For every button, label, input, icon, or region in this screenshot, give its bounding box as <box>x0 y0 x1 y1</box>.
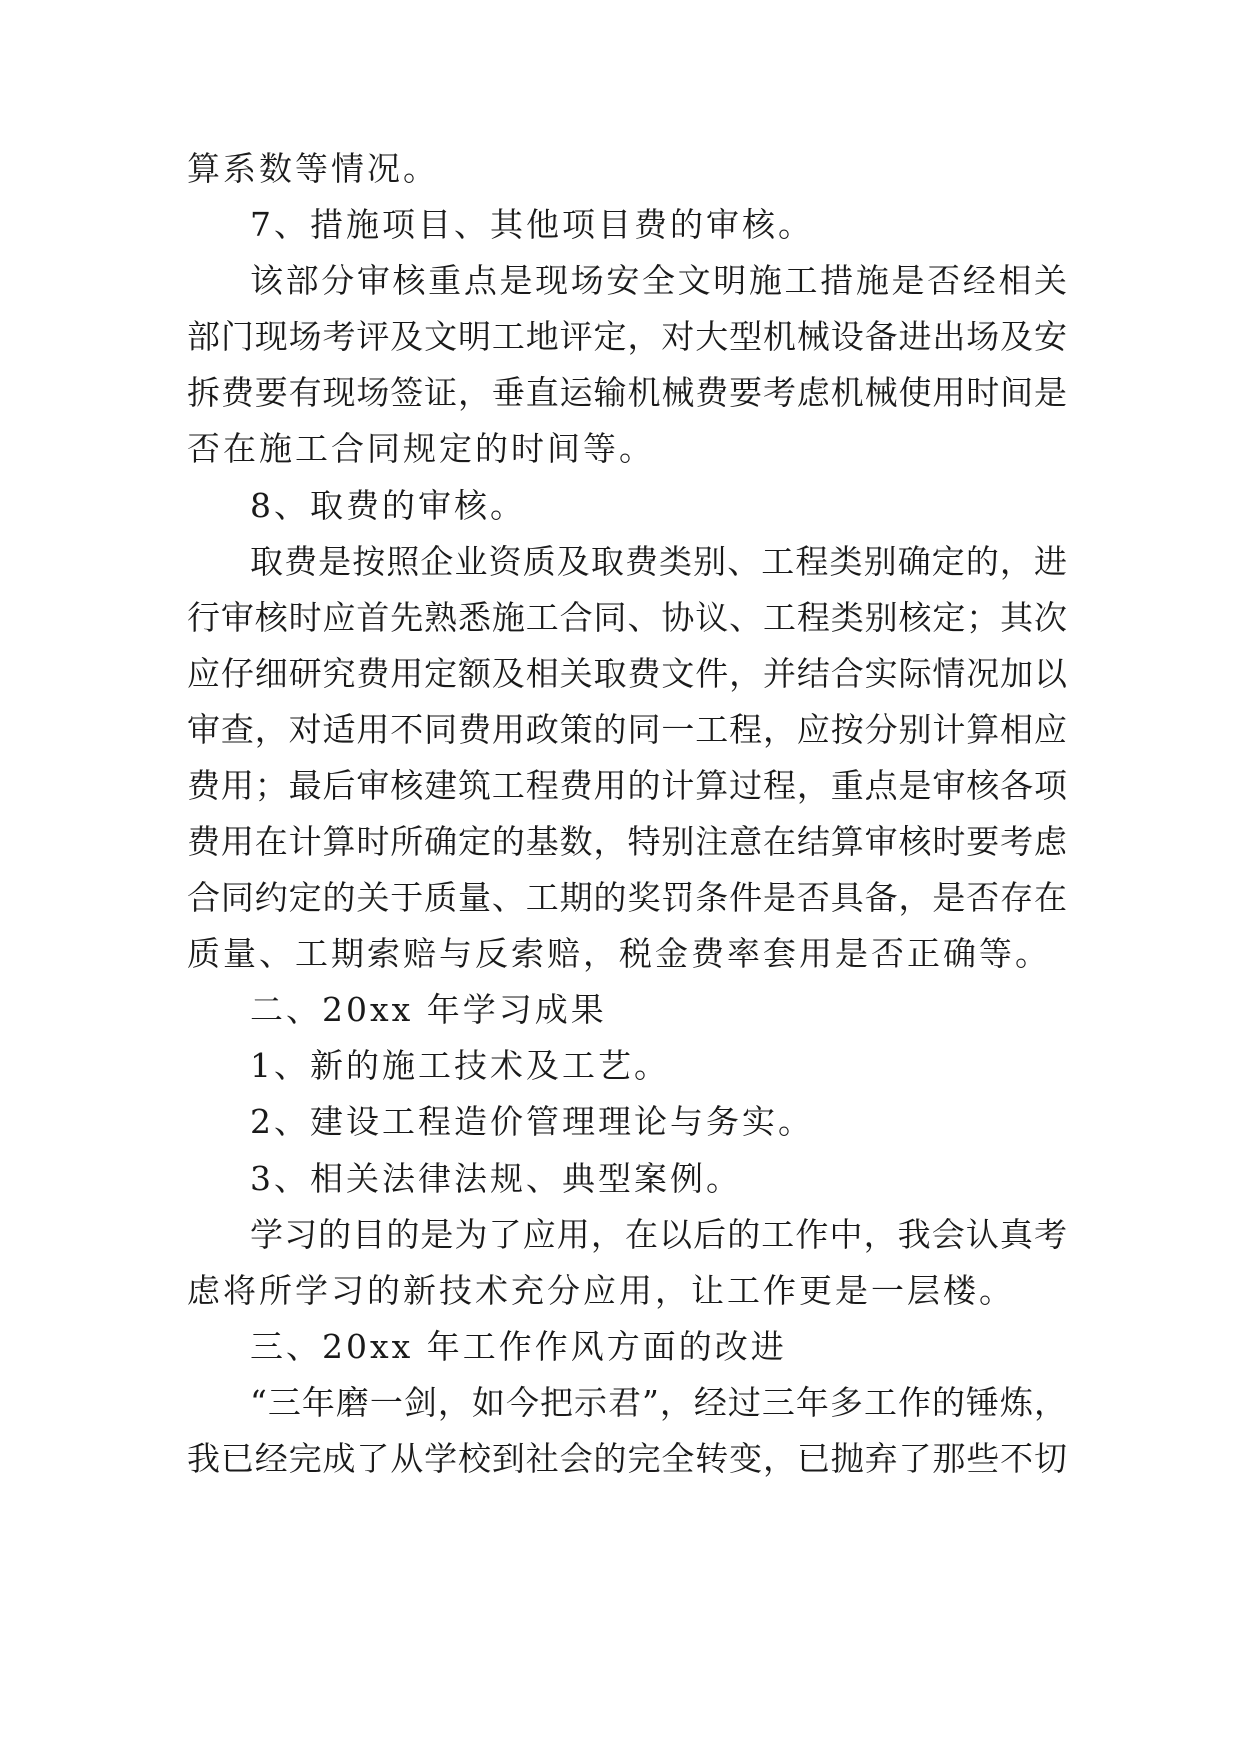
paragraph-line: 取费是按照企业资质及取费类别、工程类别确定的，进 <box>250 542 1067 581</box>
section-heading: 8、取费的审核。 <box>250 486 526 525</box>
paragraph-line: 质量、工期索赔与反索赔，税金费率套用是否正确等。 <box>187 934 1051 973</box>
paragraph-line: 虑将所学习的新技术充分应用，让工作更是一层楼。 <box>187 1271 1015 1310</box>
paragraph-line: 应仔细研究费用定额及相关取费文件，并结合实际情况加以 <box>187 654 1067 693</box>
section-heading: 7、措施项目、其他项目费的审核。 <box>250 205 814 244</box>
section-heading: 三、20xx 年工作作风方面的改进 <box>250 1327 787 1366</box>
paragraph-line: 部门现场考评及文明工地评定，对大型机械设备进出场及安 <box>187 317 1067 356</box>
paragraph-line: 费用在计算时所确定的基数，特别注意在结算审核时要考虑 <box>187 822 1067 861</box>
paragraph-line: 否在施工合同规定的时间等。 <box>187 429 655 468</box>
paragraph-line: 审查，对适用不同费用政策的同一工程，应按分别计算相应 <box>187 710 1067 749</box>
paragraph-line: 学习的目的是为了应用，在以后的工作中，我会认真考 <box>250 1215 1067 1254</box>
section-heading: 二、20xx 年学习成果 <box>250 990 607 1029</box>
list-item: 2、建设工程造价管理理论与务实。 <box>250 1102 814 1141</box>
paragraph-line: 该部分审核重点是现场安全文明施工措施是否经相关 <box>250 261 1067 300</box>
paragraph-line: 拆费要有现场签证，垂直运输机械费要考虑机械使用时间是 <box>187 373 1067 412</box>
paragraph-line: 合同约定的关于质量、工期的奖罚条件是否具备，是否存在 <box>187 878 1067 917</box>
paragraph-line: 我已经完成了从学校到社会的完全转变，已抛弃了那些不切 <box>187 1439 1067 1478</box>
text-line: 算系数等情况。 <box>187 149 439 188</box>
paragraph-line: “三年磨一剑，如今把示君”，经过三年多工作的锤炼， <box>250 1383 1067 1422</box>
paragraph-line: 行审核时应首先熟悉施工合同、协议、工程类别核定；其次 <box>187 598 1067 637</box>
list-item: 1、新的施工技术及工艺。 <box>250 1046 670 1085</box>
list-item: 3、相关法律法规、典型案例。 <box>250 1159 742 1198</box>
paragraph-line: 费用；最后审核建筑工程费用的计算过程，重点是审核各项 <box>187 766 1067 805</box>
